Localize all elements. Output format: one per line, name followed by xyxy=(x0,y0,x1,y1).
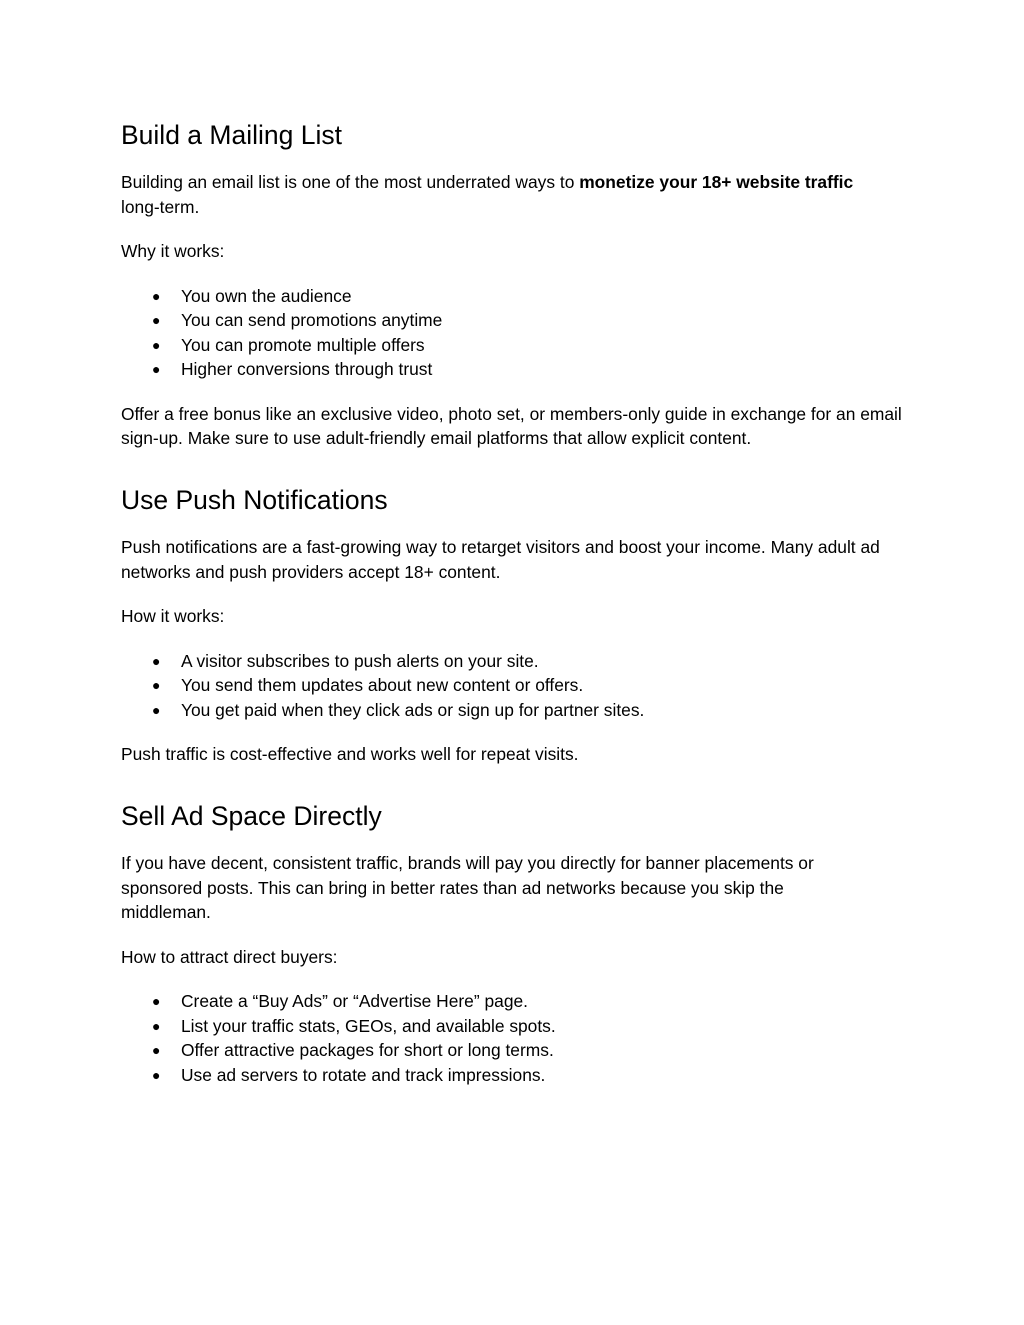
list-item: ● You own the audience xyxy=(121,284,911,309)
bullet-icon: ● xyxy=(152,336,161,353)
list-item: ● Use ad servers to rotate and track impressions. xyxy=(121,1063,911,1088)
bullet-icon: ● xyxy=(152,361,161,377)
bullet-icon: ● xyxy=(152,312,161,328)
bullet-icon: ● xyxy=(152,677,161,693)
bullet-list xyxy=(121,989,911,1087)
list-item: ● You can send promotions anytime xyxy=(121,308,911,333)
section-push-notifications xyxy=(121,484,911,767)
list-intro: Why it works: xyxy=(121,241,225,261)
section-intro: Building an email list is one of the most underrated ways to monetize your 18+ website traffic long-term. xyxy=(121,172,854,217)
section-heading: Sell Ad Space Directly xyxy=(121,801,382,831)
section-mailing-list xyxy=(121,119,911,451)
bullet-icon: ● xyxy=(152,1042,161,1058)
list-intro: How it works: xyxy=(121,606,225,626)
section-intro: Push notifications are a fast-growing way to retarget visitors and boost your income. Many adult ad networks and push providers accept 18+ content. xyxy=(121,537,880,582)
section-closing: Offer a free bonus like an exclusive video, photo set, or members-only guide in exchange for an email sign-up. Make sure to use adult-friendly email platforms that allow explicit content. xyxy=(121,403,902,448)
bold-phrase: monetize your 18+ website traffic xyxy=(579,172,854,192)
list-intro: How to attract direct buyers: xyxy=(121,946,338,967)
bullet-list xyxy=(121,284,911,382)
list-item: ● You can promote multiple offers xyxy=(121,333,911,358)
list-item: ● A visitor subscribes to push alerts on your site. xyxy=(121,649,911,674)
bullet-icon: ● xyxy=(152,652,161,669)
list-item: ● You get paid when they click ads or sign up for partner sites. xyxy=(121,698,911,723)
bullet-icon: ● xyxy=(152,1017,161,1034)
list-item: ● List your traffic stats, GEOs, and available spots. xyxy=(121,1014,911,1039)
bullet-icon: ● xyxy=(152,287,161,304)
bullet-icon: ● xyxy=(152,993,161,1009)
section-heading: Use Push Notifications xyxy=(121,485,388,515)
intro-continuation: long-term. xyxy=(121,196,200,217)
section-closing: Push traffic is cost-effective and works well for repeat visits. xyxy=(121,744,579,764)
section-intro: If you have decent, consistent traffic, brands will pay you directly for banner placements or sponsored posts. This can bring in better rates than ad networks because you skip the middleman. xyxy=(121,853,814,922)
bullet-list xyxy=(121,649,911,723)
section-heading: Build a Mailing List xyxy=(121,120,342,150)
list-item: ● Higher conversions through trust xyxy=(121,357,911,382)
list-item: ● Create a “Buy Ads” or “Advertise Here” page. xyxy=(121,989,911,1014)
list-item: ● You send them updates about new content or offers. xyxy=(121,673,911,698)
list-item: ● Offer attractive packages for short or long terms. xyxy=(121,1038,911,1063)
bullet-icon: ● xyxy=(152,701,161,718)
section-sell-ad-space xyxy=(121,800,911,1087)
bullet-icon: ● xyxy=(152,1066,161,1083)
